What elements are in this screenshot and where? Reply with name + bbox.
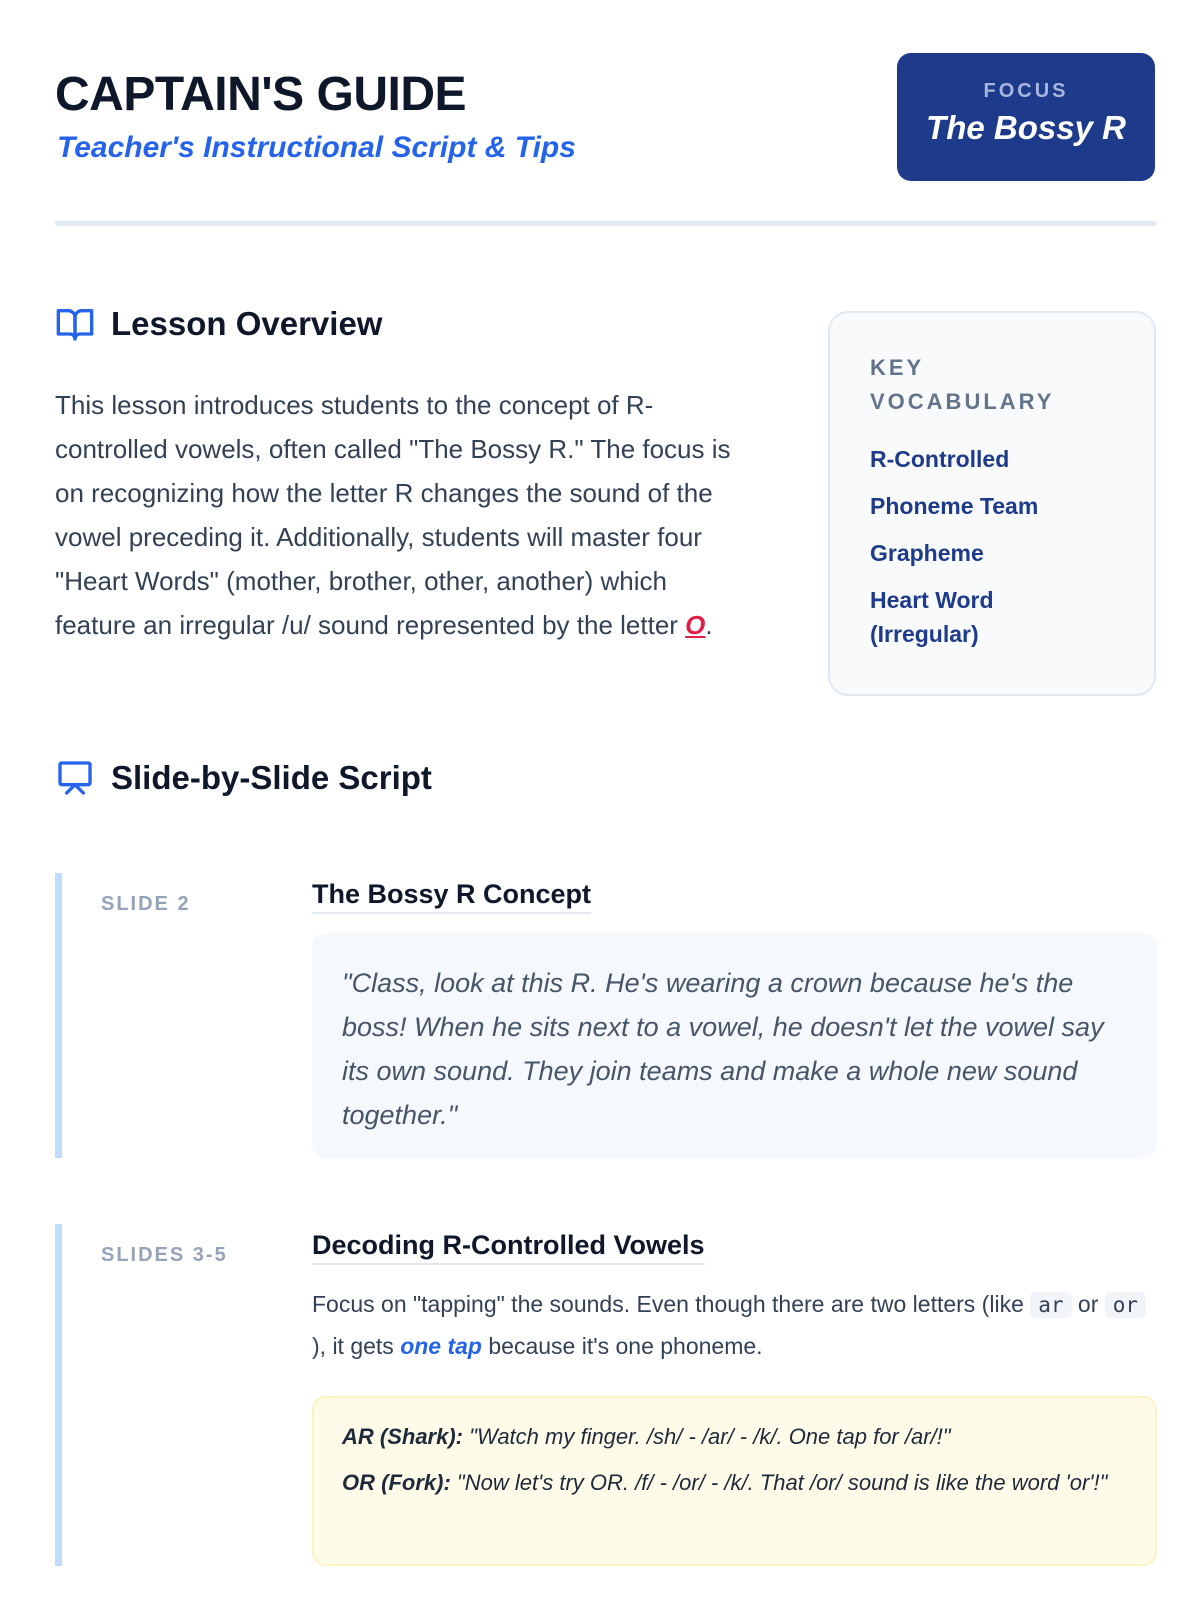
description-text: because it's one phoneme. [481, 1333, 763, 1359]
vocabulary-item: Phoneme Team [870, 493, 1039, 519]
key-vocabulary-panel [828, 311, 1156, 696]
code-ar: ar [1030, 1292, 1071, 1318]
overview-heading [55, 304, 382, 344]
overview-heading-text: Lesson Overview [111, 305, 383, 342]
description-text: Focus on "tapping" the sounds. Even though there are two letters (like [312, 1291, 1031, 1317]
presentation-icon [55, 758, 95, 798]
one-tap-emphasis: one tap [400, 1333, 482, 1359]
focus-label: FOCUS [983, 80, 1069, 102]
highlight-letter: O [685, 610, 706, 640]
overview-text-end: . [705, 610, 713, 640]
header-divider [55, 221, 1156, 226]
tip-label: OR (Fork): [342, 1470, 451, 1495]
overview-paragraph [55, 383, 755, 647]
script-heading [55, 758, 432, 798]
page-subtitle: Teacher's Instructional Script & Tips [57, 131, 576, 164]
page-header [55, 53, 1155, 183]
tip-text: "Now let's try OR. /f/ - /or/ - /k/. That /or/ sound is like the word 'or'!" [456, 1470, 1108, 1495]
tip-row [342, 1420, 1127, 1454]
tips-box [312, 1396, 1157, 1566]
code-or: or [1105, 1292, 1146, 1318]
description-text: or [1071, 1291, 1105, 1317]
tip-label: AR (Shark): [342, 1424, 464, 1449]
vocabulary-title: KEY VOCABULARY [870, 355, 1055, 414]
focus-value: The Bossy R [926, 109, 1126, 146]
tip-row [342, 1466, 1127, 1500]
slide-title: The Bossy R Concept [312, 879, 591, 914]
tip-text: "Watch my finger. /sh/ - /ar/ - /k/. One tap for /ar/!" [469, 1424, 951, 1449]
vocabulary-item: Grapheme [870, 540, 984, 566]
page-title: CAPTAIN'S GUIDE [55, 68, 467, 121]
teacher-quote: "Class, look at this R. He's wearing a crown because he's the boss! When he sits next to a vowel, he doesn't let the vowel say its own sound. They join teams and make a whole new sound together." [312, 933, 1157, 1158]
slide-card [55, 1224, 1156, 1566]
slide-description [312, 1284, 1157, 1367]
vocabulary-item: Heart Word (Irregular) [870, 587, 994, 647]
slide-label: SLIDES 3-5 [101, 1244, 228, 1266]
slide-label: SLIDE 2 [101, 893, 191, 915]
description-text: ), it gets [312, 1333, 401, 1359]
overview-text: This lesson introduces students to the concept of R-controlled vowels, often called "The Bossy R." The focus is on recognizing how the letter R changes the sound of the vowel preceding it. Additionally, students will master four "Heart Words" (mother, brother, other, another) which feature an irregular /u/ sound represented by the letter [55, 390, 731, 640]
script-heading-text: Slide-by-Slide Script [111, 759, 432, 796]
open-book-icon [55, 304, 95, 344]
vocabulary-item: R-Controlled [870, 446, 1010, 472]
slide-title: Decoding R-Controlled Vowels [312, 1230, 705, 1265]
slide-card [55, 873, 1156, 1158]
focus-badge [897, 53, 1155, 181]
